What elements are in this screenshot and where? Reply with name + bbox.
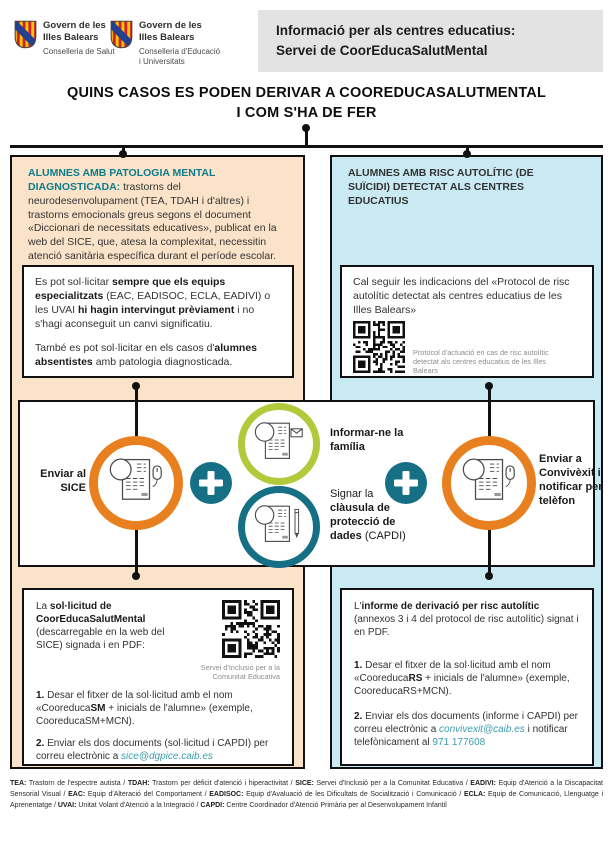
glossary-footer: TEA: Trastorn de l'espectre autista / TDAH: Trastorn per dèficit d'atenció i hiperactivitat / SICE: Servei d'Inclusió per a la Comunitat Educativa / EADIVI: Equip d'Atenció a la Discapacitat Sensorial Visual / EAC: Equip d'Alteració del Comportament / EADISOC: Equip d'Avaluació de les Dificultats de Socialització i Comunicació / ECLA: Equip de Comunicació, Llenguatge i Aprenentatge / UVAI: Unitat Volant d'Atenció a la Integració / CAPDI: Centre Coordinador d'Atenció Primària per al Desenvolupament Infantil	[10, 780, 604, 809]
connector-line	[305, 130, 308, 146]
flow-label-informar-familia: Informar-ne la família	[330, 427, 404, 454]
logo-dept-label: Conselleria de Salut	[43, 46, 115, 56]
connector-dot	[463, 150, 471, 158]
qr-caption-sice: Servei d'Inclusió per a la Comunitat Educativa	[200, 663, 280, 681]
left-panel-intro: ALUMNES AMB PATOLOGIA MENTAL DIAGNOSTICADA: trastorns del neurodesenvolupament (TEA, TDAH i d'altres) i trastorns emocionals greus segons el document «Diccionari de necessitats educatives», publicat en la web del SICE, que, atesa la complexitat, necessitin atenció sanitària específica durant el període escolar.	[28, 167, 277, 263]
phone-link[interactable]: 971 177608	[432, 737, 486, 748]
send-document-circle	[89, 436, 183, 530]
qr-code-protocol	[353, 321, 405, 378]
flow-label-signar-capdi: Signar la clàusula de protecció de dades (CAPDI)	[330, 488, 406, 543]
header-banner	[258, 10, 603, 72]
sign-capdi-circle	[238, 486, 320, 568]
email-link[interactable]: convivexit@caib.es	[439, 724, 525, 735]
coat-of-arms-icon	[14, 20, 37, 49]
plus-icon	[190, 462, 232, 509]
bottom-left-step1: 1. Desar el fitxer de la sol·licitud amb el nom «CooreducaSM + inicials de l'alumne» (exemple, CooreducaSM+MCN).	[36, 689, 253, 727]
bottom-right-intro: L'informe de derivació per risc autolític (annexos 3 i 4 del protocol de risc autolític) signat i en PDF.	[354, 601, 579, 638]
connector-bus-line	[10, 145, 603, 148]
right-protocol-box	[340, 265, 594, 378]
document-pen-icon	[254, 503, 304, 551]
logo-govern-line1: Govern de les	[43, 20, 106, 31]
page-title	[0, 84, 613, 123]
logo-govern-line2: Illes Balears	[43, 31, 99, 43]
logo-dept-label: Conselleria d'Educació i Universitats	[139, 46, 221, 67]
bottom-box-informe	[340, 588, 594, 766]
connector-dot	[119, 150, 127, 158]
banner-line2: Servei de CoorEducaSalutMental	[276, 43, 488, 58]
qr-code-sice	[222, 600, 280, 662]
send-convivexit-circle	[442, 436, 536, 530]
inform-family-circle	[238, 403, 320, 485]
coat-of-arms-icon	[110, 20, 133, 49]
logo-govern-line1: Govern de les	[139, 20, 202, 31]
bottom-left-intro: La sol·licitud de CoorEducaSalutMental (descarregable en la web del SICE) signada i en PDF:	[36, 601, 165, 651]
bottom-left-step2: 2. Enviar els dos documents (sol·licitud i CAPDI) per correu electrònic a sice@dgpice.caib.es	[36, 737, 269, 762]
logo-govern-line2: Illes Balears	[139, 31, 195, 43]
right-panel-heading: ALUMNES AMB RISC AUTOLÍTIC (DE SUÏCIDI) DETECTAT ALS CENTRES EDUCATIUS	[348, 167, 534, 207]
logo-conselleria-salut	[14, 20, 115, 57]
document-mouse-icon	[461, 456, 517, 510]
connector-dot	[485, 572, 493, 580]
document-mouse-icon	[108, 456, 164, 510]
left-conditions-box	[22, 265, 294, 378]
page-title-line1: QUINS CASOS ES PODEN DERIVAR A COOREDUCASALUTMENTAL	[66, 85, 547, 101]
banner-line1: Informació per als centres educatius:	[276, 23, 516, 39]
email-link[interactable]: sice@dgpice.caib.es	[121, 750, 213, 762]
connector-dot	[132, 572, 140, 580]
qr-caption-protocol: Protocol d'actuació en cas de risc autolític detectat als centres educatius de les Illes Balears	[413, 348, 549, 375]
bottom-right-step2: 2. Enviar els dos documents (informe i CAPDI) per correu electrònic a convivexit@caib.es i notificar telefònicament al 971 177608	[354, 711, 578, 748]
flow-label-enviar-sice: Enviar al SICE	[40, 468, 86, 495]
left-conditions-p2: També es pot sol·licitar en els casos d'alumnes absentistes amb patologia diagnosticada.	[35, 342, 258, 369]
right-protocol-text: Cal seguir les indicacions del «Protocol de risc autolític detectat als centres educatius de les Illes Balears»	[353, 276, 570, 316]
plus-icon	[385, 462, 427, 509]
flow-label-enviar-convivexit: Enviar a Convivèxit i notificar per telèfon	[539, 453, 603, 508]
logo-conselleria-educacio	[110, 20, 220, 68]
document-envelope-icon	[254, 420, 304, 468]
bottom-box-sollicitud	[22, 588, 294, 766]
bottom-right-step1: 1. Desar el fitxer de la sol·licitud amb el nom «CooreducaRS + inicials de l'alumne» (exemple, CooreducaRS+MCN).	[354, 660, 570, 697]
left-conditions-p1: Es pot sol·licitar sempre que els equips especialitzats (EAC, EADISOC, ECLA, EADIVI) o les UVAI hi hagin intervingut prèviament i no s'hagi aconseguit un canvi significatiu.	[35, 276, 271, 330]
page-title-line2: I COM S'HA DE FER	[236, 104, 377, 121]
